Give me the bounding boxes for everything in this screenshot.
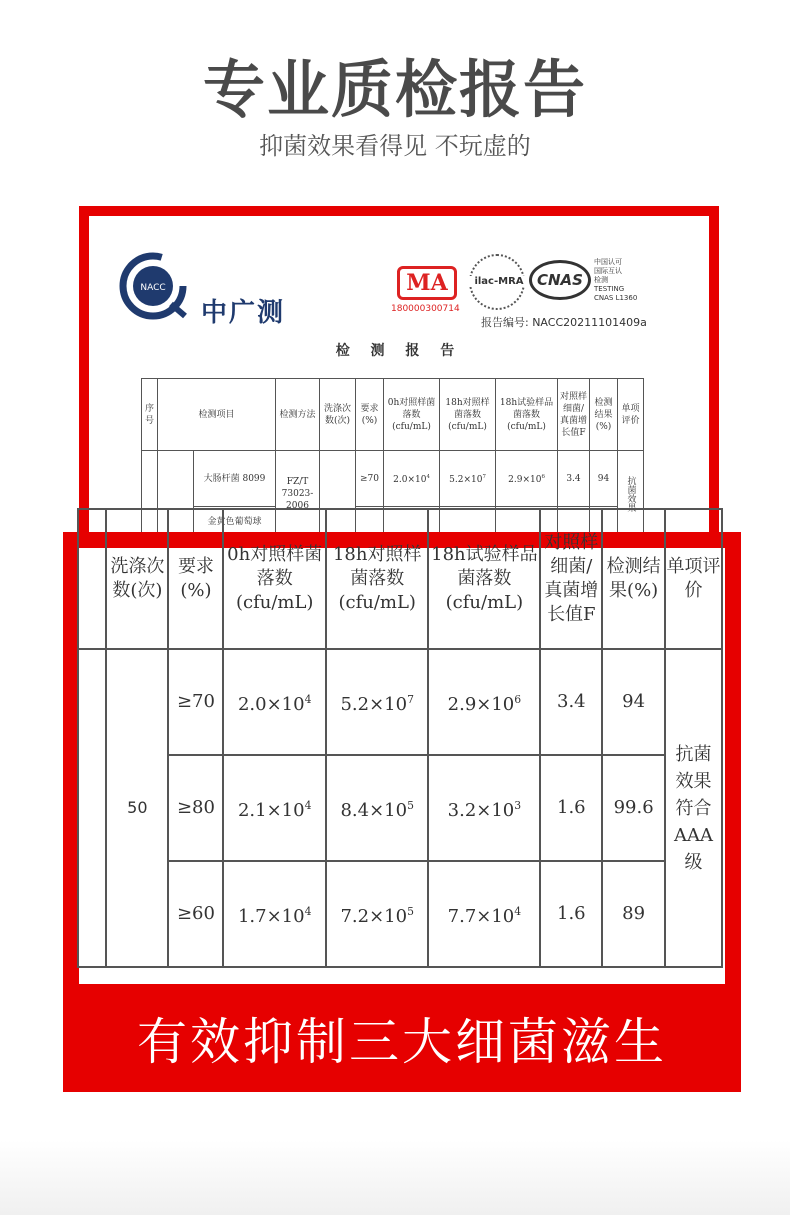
header-result: 检测结果(%) (602, 509, 665, 649)
cnas-side-text: 中国认可 国际互认 检测 TESTING CNAS L1360 (594, 258, 638, 302)
cma-number: 180000300714 (391, 304, 460, 314)
table-header-cell: 18h试验样品菌落数(cfu/mL) (496, 379, 558, 451)
count-18h: $5.2\times 10^7$ (326, 649, 429, 755)
evaluation: 抗菌效果符合AAA级 (665, 649, 722, 967)
count-0h: $2.0\times 10^4$ (223, 649, 326, 755)
report-doc-title: 检 测 报 告 (335, 343, 463, 359)
zoomed-report (79, 532, 725, 984)
page-title: 专业质检报告 (202, 53, 587, 126)
test-item: 大肠杆菌 8099 (194, 451, 276, 507)
header-test-18h: 18h试验样品菌落数(cfu/mL) (428, 509, 540, 649)
count-0h: $1.7\times 10^4$ (223, 861, 326, 967)
cma-mark: MA (397, 266, 457, 300)
table-header-cell: 检测结果(%) (590, 379, 618, 451)
table-header-cell: 18h对照样菌落数(cfu/mL) (440, 379, 496, 451)
report-number: 报告编号: NACC20211101409a (481, 316, 647, 329)
header-18h: 18h对照样菌落数(cfu/mL) (326, 509, 429, 649)
count-test-18h: $2.9\times 10^6$ (428, 649, 540, 755)
requirement: ≥70 (168, 649, 223, 755)
test-method: FZ/T 73023-2006 (276, 451, 320, 537)
growth-value: 1.6 (540, 755, 602, 861)
count-test-18h: $2.9\times 10^6$ (496, 451, 558, 507)
header-growth: 对照样细菌/真菌增长值F (540, 509, 602, 649)
count-test-18h: $7.7\times 10^4$ (428, 861, 540, 967)
growth-value: 3.4 (558, 451, 590, 507)
header-wash: 洗涤次数(次) (106, 509, 168, 649)
table-header-cell: 单项评价 (618, 379, 644, 451)
count-18h: $7.2\times 10^5$ (326, 861, 429, 967)
table-row (78, 755, 722, 861)
ilac-mra-logo-icon (469, 254, 525, 310)
org-name: 中广测 (201, 298, 286, 328)
table-row (78, 649, 722, 755)
zoom-frame (63, 532, 741, 1092)
zoomed-table (77, 508, 723, 968)
table-header-cell: 要求(%) (356, 379, 384, 451)
requirement: ≥60 (168, 861, 223, 967)
growth-value: 1.6 (540, 861, 602, 967)
header-0h: 0h对照样菌落数(cfu/mL) (223, 509, 326, 649)
cnas-logo-icon: CNAS (529, 260, 591, 300)
report-document (89, 216, 709, 556)
test-item: 金黄色葡萄球 (194, 507, 276, 537)
table-row (142, 451, 644, 507)
evaluation: 抗菌效果 (618, 451, 644, 537)
count-test-18h: $3.2\times 10^3$ (428, 755, 540, 861)
page-subtitle: 抑菌效果看得见 不玩虚的 (259, 132, 531, 160)
nacc-logo-icon (117, 250, 189, 322)
requirement: ≥70 (356, 451, 384, 507)
report-table-header (142, 379, 644, 451)
header-requirement: 要求(%) (168, 509, 223, 649)
table-header-cell: 对照样细菌/真菌增长值F (558, 379, 590, 451)
ilac-text: ilac-MRA (467, 276, 531, 287)
table-header-cell: 序号 (142, 379, 158, 451)
count-0h: $2.0\times 10^4$ (384, 451, 440, 507)
result: 94 (590, 451, 618, 507)
table-header-cell: 检测方法 (276, 379, 320, 451)
count-0h: $2.1\times 10^4$ (223, 755, 326, 861)
count-18h: $5.2\times 10^7$ (440, 451, 496, 507)
requirement: ≥80 (168, 755, 223, 861)
result: 89 (602, 861, 665, 967)
growth-value: 3.4 (540, 649, 602, 755)
promo-banner: 有效抑制三大细菌滋生 (137, 1013, 667, 1071)
logo-badge-text: NACC (140, 283, 166, 293)
count-18h: $8.4\times 10^5$ (326, 755, 429, 861)
table-header-cell: 0h对照样菌落数(cfu/mL) (384, 379, 440, 451)
result: 94 (602, 649, 665, 755)
wash-count: 50 (106, 649, 168, 967)
report-frame (79, 206, 719, 546)
table-header-cell: 检测项目 (158, 379, 276, 451)
header-evaluation: 单项评价 (665, 509, 722, 649)
table-row (78, 861, 722, 967)
zoomed-table-header (78, 509, 722, 649)
bottom-gradient (0, 1140, 790, 1215)
result: 99.6 (602, 755, 665, 861)
table-header-cell: 洗涤次数(次) (320, 379, 356, 451)
